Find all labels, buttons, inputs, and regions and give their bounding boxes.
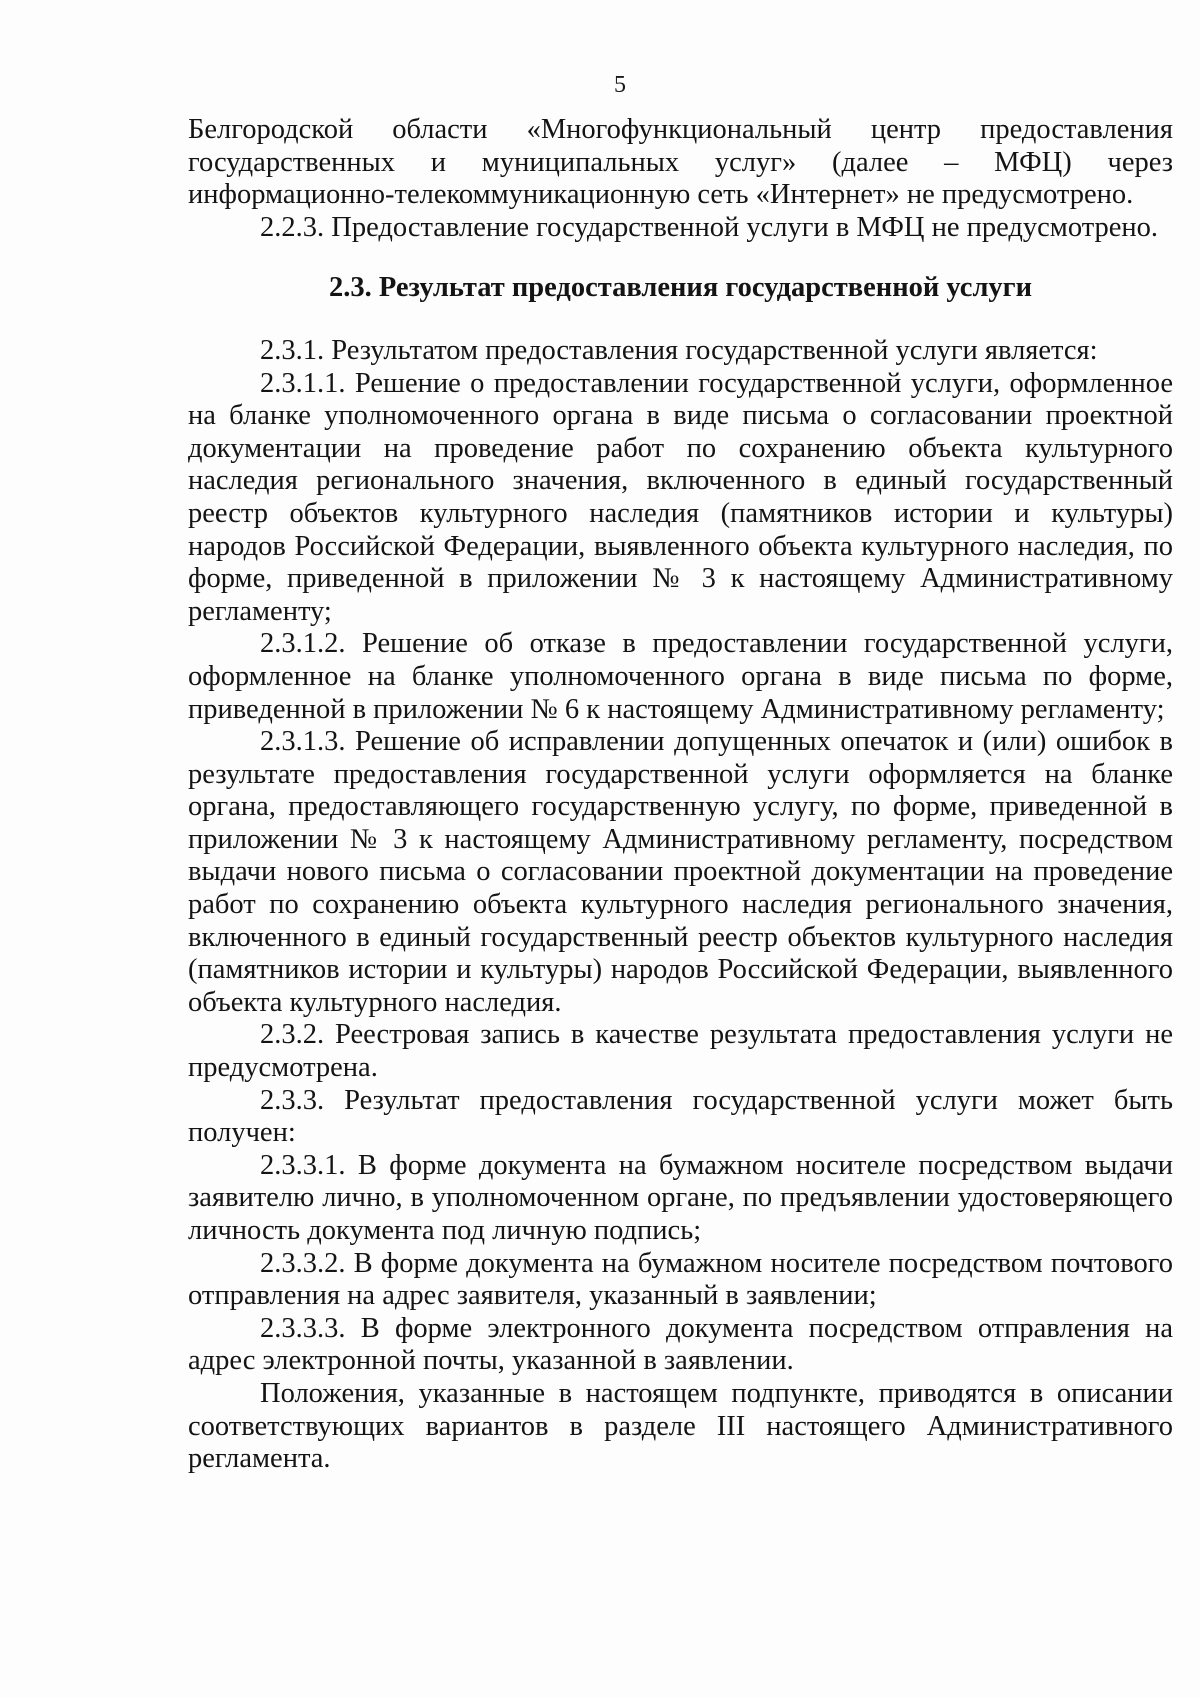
paragraph-2-3-2: 2.3.2. Реестровая запись в качестве результата предоставления услуги не предусмотрена. bbox=[188, 1019, 1173, 1084]
paragraph-2-3-1-2: 2.3.1.2. Решение об отказе в предоставлении государственной услуги, оформленное на бланке уполномоченного органа в виде письма по форме, приведенной в приложении № 6 к настоящему Административному регламенту; bbox=[188, 628, 1173, 725]
document-body bbox=[188, 114, 1173, 1476]
paragraph-2-3-3-1: 2.3.3.1. В форме документа на бумажном носителе посредством выдачи заявителю лично, в уполномоченном органе, по предъявлении удостоверяющего личность документа под личную подпись; bbox=[188, 1149, 1173, 1246]
paragraph-2-3-3-2: 2.3.3.2. В форме документа на бумажном носителе посредством почтового отправления на адрес заявителя, указанный в заявлении; bbox=[188, 1247, 1173, 1312]
paragraph-2-3-1-1: 2.3.1.1. Решение о предоставлении государственной услуги, оформленное на бланке уполномоченного органа в виде письма о согласовании проектной документации на проведение работ по сохранению объекта культурного наследия регионального значения, включенного в единый государственный реестр объектов культурного наследия (памятников истории и культуры) народов Российской Федерации, выявленного объекта культурного наследия, по форме, приведенной в приложении № 3 к настоящему Административному регламенту; bbox=[188, 367, 1173, 627]
page-number: 5 bbox=[614, 72, 626, 98]
paragraph-2-3-1: 2.3.1. Результатом предоставления государственной услуги является: bbox=[260, 334, 1098, 366]
paragraph-mfc-continuation: Белгородской области «Многофункциональный центр предоставления государственных и муниципальных услуг» (далее – МФЦ) через информационно-телекоммуникационную сеть «Интернет» не предусмотрено. bbox=[188, 114, 1173, 211]
paragraph-2-3-3-3: 2.3.3.3. В форме электронного документа посредством отправления на адрес электронной почты, указанной в заявлении. bbox=[188, 1312, 1173, 1377]
paragraph-provisions: Положения, указанные в настоящем подпункте, приводятся в описании соответствующих вариантов в разделе III настоящего Административного регламента. bbox=[188, 1377, 1173, 1475]
paragraph-2-3-3: 2.3.3. Результат предоставления государственной услуги может быть получен: bbox=[188, 1084, 1173, 1149]
paragraph-2-2-3: 2.2.3. Предоставление государственной услуги в МФЦ не предусмотрено. bbox=[260, 211, 1159, 243]
section-heading-2-3: 2.3. Результат предоставления государственной услуги bbox=[328, 272, 1033, 304]
paragraph-2-3-1-3: 2.3.1.3. Решение об исправлении допущенных опечаток и (или) ошибок в результате предоставления государственной услуги оформляется на бланке органа, предоставляющего государственную услугу, по форме, приведенной в приложении № 3 к настоящему Административному регламенту, посредством выдачи нового письма о согласовании проектной документации на проведение работ по сохранению объекта культурного наследия регионального значения, включенного в единый государственный реестр объектов культурного наследия (памятников истории и культуры) народов Российской Федерации, выявленного объекта культурного наследия. bbox=[188, 726, 1173, 1018]
